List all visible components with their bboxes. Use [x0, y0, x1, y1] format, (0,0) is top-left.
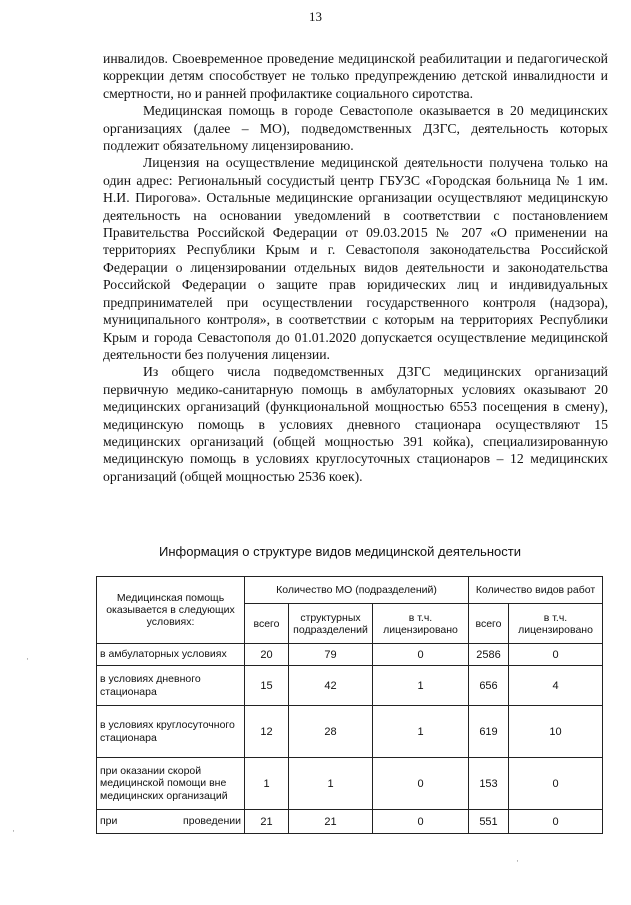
subheader-structural: структурных подразделений [289, 604, 373, 644]
scan-speck: · [26, 654, 29, 664]
table-row [97, 666, 603, 706]
cell-works-licensed: 10 [509, 706, 603, 758]
cell-structural: 79 [289, 644, 373, 666]
cell-licensed: 0 [373, 810, 469, 834]
subheader-total: всего [245, 604, 289, 644]
cell-works-licensed: 0 [509, 810, 603, 834]
row-label: при оказании скорой медицинской помощи вне медицинских организаций [97, 758, 245, 810]
scan-speck: · [516, 856, 519, 866]
row-label: в условиях дневного стационара [97, 666, 245, 706]
cell-works-total: 656 [469, 666, 509, 706]
cell-total: 20 [245, 644, 289, 666]
cell-structural: 42 [289, 666, 373, 706]
cell-works-licensed: 0 [509, 758, 603, 810]
cell-structural: 1 [289, 758, 373, 810]
cell-works-licensed: 0 [509, 644, 603, 666]
header-works-count: Количество видов работ [469, 577, 603, 604]
cell-structural: 28 [289, 706, 373, 758]
table-row [97, 644, 603, 666]
subheader-works-licensed: в т.ч. лицензировано [509, 604, 603, 644]
cell-total: 15 [245, 666, 289, 706]
paragraph: Из общего числа подведомственных ДЗГС медицинских организаций первичную медико-санитарную помощь в амбулаторных условиях оказывают 20 медицинских организаций (функциональной мощностью 6553 посещения в смену), медицинскую помощь в условиях дневного стационара осуществляют 15 медицинских организаций (общей мощностью 391 койка), специализированную медицинскую помощь в условиях круглосуточных стационаров – 12 медицинских организаций (общей мощностью 2536 коек). [103, 364, 608, 484]
cell-licensed: 1 [373, 706, 469, 758]
table-title: Информация о структуре видов медицинской деятельности [159, 544, 521, 559]
row-label: в условиях круглосуточного стационара [97, 706, 245, 758]
cell-licensed: 1 [373, 666, 469, 706]
subheader-works-total: всего [469, 604, 509, 644]
cell-works-total: 551 [469, 810, 509, 834]
scan-speck: · [12, 826, 15, 836]
cell-licensed: 0 [373, 758, 469, 810]
cell-licensed: 0 [373, 644, 469, 666]
paragraph: Лицензия на осуществление медицинской деятельности получена только на один адрес: Региональный сосудистый центр ГБУЗС «Городская больница № 1 им. Н.И. Пирогова». Остальные медицинские организации осуществляют медицинскую деятельность на основании уведомлений в соответствии с постановлением Правительства Российской Федерации от 09.03.2015 № 207 «О применении на территориях Республики Крым и г. Севастополя законодательства Российской Федерации о лицензировании отдельных видов деятельности и законодательства Российской Федерации о защите прав юридических лиц и индивидуальных предпринимателей при осуществлении государственного контроля (надзора), муниципального контроля», в соответствии с которым на территориях Республики Крым и города Севастополя до 01.01.2020 допускается осуществление медицинской деятельности без получения лицензии. [103, 155, 608, 362]
cell-works-total: 619 [469, 706, 509, 758]
structure-table [96, 576, 603, 834]
body-text [103, 50, 608, 485]
cell-total: 12 [245, 706, 289, 758]
cell-total: 21 [245, 810, 289, 834]
header-mo-count: Количество МО (подразделений) [245, 577, 469, 604]
subheader-licensed: в т.ч. лицензировано [373, 604, 469, 644]
paragraph: Медицинская помощь в городе Севастополе оказывается в 20 медицинских организациях (далее – МО), подведомственных ДЗГС, деятельность которых подлежит обязательному лицензированию. [103, 103, 608, 154]
table-row [97, 810, 603, 834]
row-label: в амбулаторных условиях [97, 644, 245, 666]
cell-works-licensed: 4 [509, 666, 603, 706]
header-conditions: Медицинская помощь оказывается в следующих условиях: [97, 577, 245, 644]
table-row [97, 706, 603, 758]
paragraph: инвалидов. Своевременное проведение медицинской реабилитации и педагогической коррекции детям способствует не только предупреждению детской инвалидности и смертности, но и ранней профилактике социального сиротства. [103, 51, 608, 101]
page-number: 13 [309, 9, 322, 24]
row-label: при проведении [97, 810, 245, 834]
cell-works-total: 2586 [469, 644, 509, 666]
cell-total: 1 [245, 758, 289, 810]
table-row [97, 758, 603, 810]
table-header-row [97, 577, 603, 604]
cell-structural: 21 [289, 810, 373, 834]
cell-works-total: 153 [469, 758, 509, 810]
